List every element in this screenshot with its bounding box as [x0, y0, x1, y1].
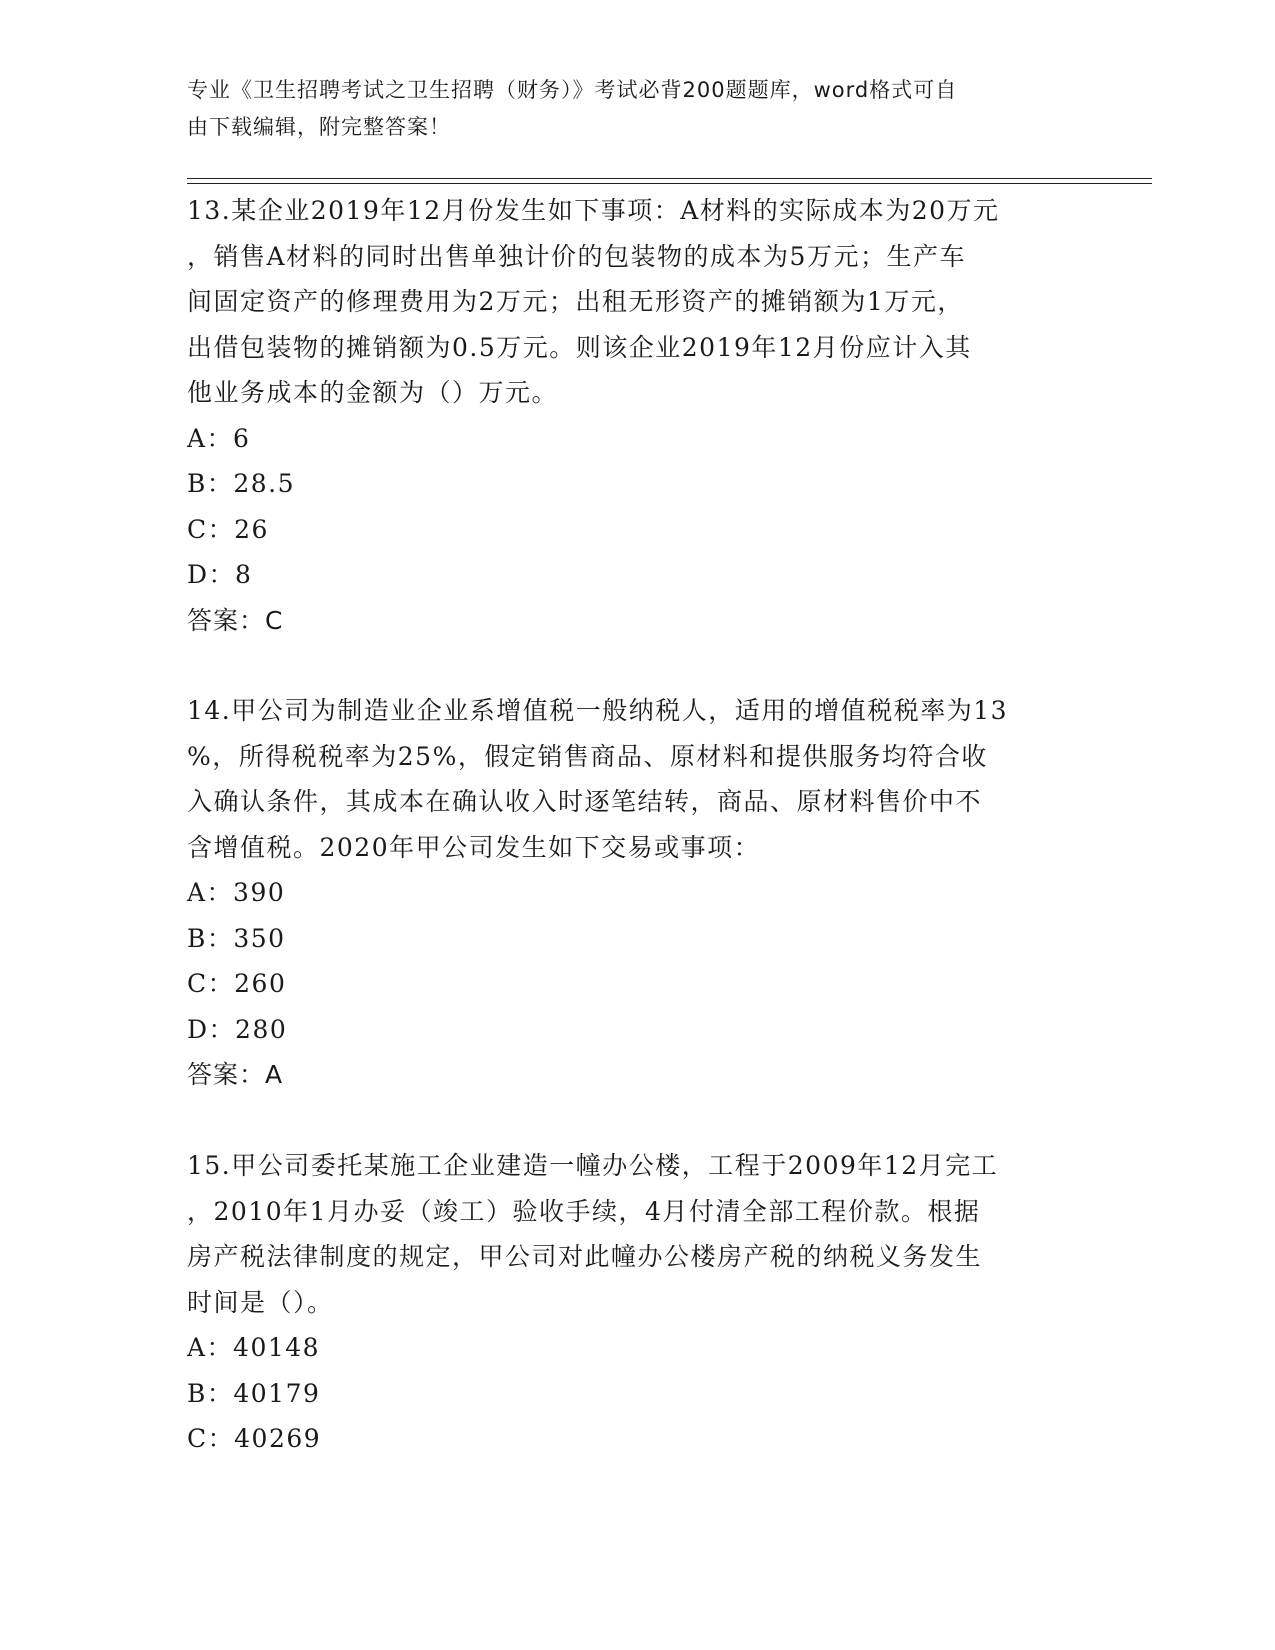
question-line: 间固定资产的修理费用为2万元；出租无形资产的摊销额为1万元，	[187, 287, 964, 316]
question-text	[187, 1143, 1077, 1325]
header-divider-top	[187, 178, 1152, 179]
answer: 答案：C	[187, 605, 284, 635]
option-a: A：40148	[187, 1333, 321, 1362]
question-line: ，销售A材料的同时出售单独计价的包装物的成本为5万元；生产车	[187, 241, 966, 271]
header-line-2: 由下载编辑，附完整答案！	[187, 115, 451, 139]
option-b: B：40179	[187, 1378, 321, 1408]
question-line: 时间是（）。	[187, 1287, 334, 1317]
question-line: 含增值税。2020年甲公司发生如下交易或事项：	[187, 832, 761, 862]
question-13	[187, 188, 1077, 643]
option-b: B：350	[187, 923, 286, 953]
header-divider-bottom	[187, 183, 1152, 184]
question-line: 他业务成本的金额为（）万元。	[187, 378, 559, 407]
option-b: B：28.5	[187, 469, 296, 498]
option-d: D：8	[187, 560, 253, 589]
question-15	[187, 1143, 1077, 1462]
question-line: %，所得税税率为25%，假定销售商品、原材料和提供服务均符合收	[187, 741, 988, 771]
header-line-1: 专业《卫生招聘考试之卫生招聘（财务）》考试必背200题题库，word格式可自	[187, 78, 958, 102]
question-line: 14.甲公司为制造业企业系增值税一般纳税人，适用的增值税税率为13	[187, 696, 1009, 725]
question-14	[187, 688, 1077, 1098]
document-header	[187, 72, 1067, 146]
question-line: 入确认条件，其成本在确认收入时逐笔结转，商品、原材料售价中不	[187, 787, 983, 816]
question-text	[187, 188, 1077, 416]
option-a: A：390	[187, 878, 286, 907]
option-c: C：260	[187, 969, 287, 998]
question-line: 15.甲公司委托某施工企业建造一幢办公楼，工程于2009年12月完工	[187, 1151, 999, 1180]
question-line: 13.某企业2019年12月份发生如下事项：A材料的实际成本为20万元	[187, 196, 1000, 225]
answer: 答案：A	[187, 1060, 284, 1089]
option-a: A：6	[187, 423, 251, 453]
question-line: 房产税法律制度的规定，甲公司对此幢办公楼房产税的纳税义务发生	[187, 1242, 983, 1271]
question-line: ，2010年1月办妥（竣工）验收手续，4月付清全部工程价款。根据	[187, 1196, 981, 1226]
question-text	[187, 688, 1077, 870]
question-line: 出借包装物的摊销额为0.5万元。则该企业2019年12月份应计入其	[187, 332, 972, 362]
option-c: C：26	[187, 514, 269, 544]
option-d: D：280	[187, 1014, 288, 1044]
option-c: C：40269	[187, 1424, 322, 1453]
